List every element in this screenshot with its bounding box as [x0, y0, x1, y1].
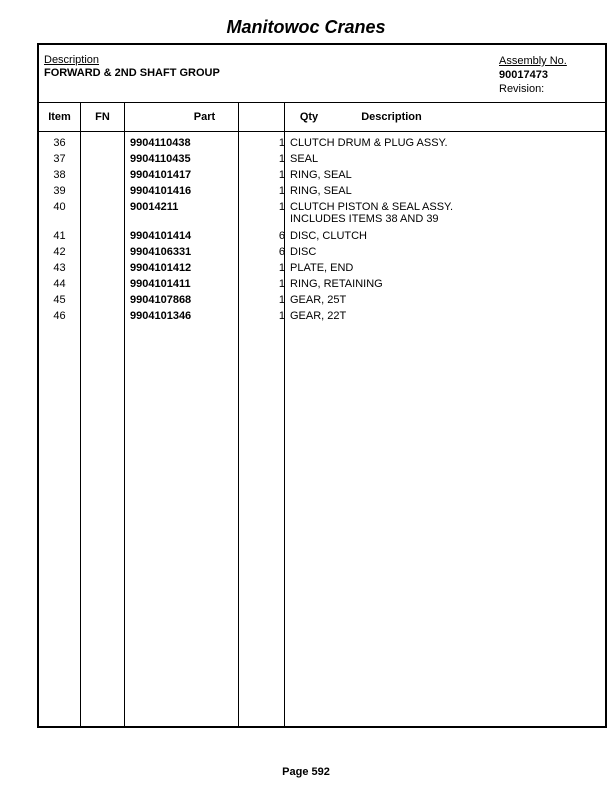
- quantity: 1: [278, 310, 285, 322]
- table-row: [39, 169, 605, 185]
- column-header-description: Description: [361, 111, 422, 123]
- quantity: 6: [278, 230, 285, 242]
- part-description: RING, RETAINING: [290, 278, 383, 290]
- part-description: CLUTCH DRUM & PLUG ASSY.: [290, 137, 448, 149]
- table-row: [39, 153, 605, 169]
- part-number: 90014211: [130, 201, 179, 213]
- quantity: 1: [278, 185, 285, 197]
- part-description: DISC: [290, 246, 317, 258]
- description-line-1: CLUTCH PISTON & SEAL ASSY.: [290, 201, 454, 213]
- table-row: [39, 137, 605, 153]
- item-number: 39: [53, 185, 66, 197]
- part-description: [290, 201, 453, 225]
- page-number: Page 592: [282, 766, 330, 778]
- table-row: [39, 185, 605, 201]
- item-number: 43: [53, 262, 66, 274]
- assembly-block: [499, 54, 567, 96]
- quantity: 1: [278, 169, 285, 181]
- part-number: 9904106331: [130, 246, 192, 258]
- part-number: 9904101417: [130, 169, 192, 181]
- part-number: 9904101416: [130, 185, 192, 197]
- column-header-part: Part: [193, 111, 216, 123]
- column-header-item: Item: [48, 111, 71, 123]
- table-row: [39, 310, 605, 326]
- table-row: [39, 201, 605, 230]
- quantity: 1: [278, 153, 285, 165]
- table-row: [39, 246, 605, 262]
- item-number: 42: [53, 246, 66, 258]
- part-number: 9904101411: [130, 278, 191, 290]
- item-number: 46: [53, 310, 66, 322]
- table-row: [39, 230, 605, 246]
- table-row: [39, 262, 605, 278]
- description-label: Description: [44, 54, 100, 66]
- quantity: 1: [278, 278, 285, 290]
- item-number: 41: [53, 230, 66, 242]
- part-number: 9904110435: [130, 153, 191, 165]
- item-number: 44: [53, 278, 66, 290]
- part-number: 9904101412: [130, 262, 192, 274]
- part-number: 9904107868: [130, 294, 192, 306]
- description-value: FORWARD & 2ND SHAFT GROUP: [44, 67, 220, 79]
- part-description: RING, SEAL: [290, 169, 352, 181]
- item-number: 36: [53, 137, 66, 149]
- part-description: PLATE, END: [290, 262, 354, 274]
- part-description: DISC, CLUTCH: [290, 230, 368, 242]
- part-number: 9904101414: [130, 230, 192, 242]
- description-line-2: INCLUDES ITEMS 38 AND 39: [290, 213, 439, 225]
- item-number: 40: [53, 201, 66, 213]
- description-block: [44, 54, 220, 80]
- table-row: [39, 294, 605, 310]
- quantity: 1: [278, 201, 285, 213]
- table-row: [39, 278, 605, 294]
- part-description: SEAL: [290, 153, 319, 165]
- assembly-label: Assembly No.: [499, 55, 567, 67]
- revision-label: Revision:: [499, 83, 545, 95]
- part-number: 9904101346: [130, 310, 192, 322]
- assembly-number: 90017473: [499, 69, 548, 81]
- part-number: 9904110438: [130, 137, 191, 149]
- quantity: 1: [278, 137, 285, 149]
- column-header-qty: Qty: [299, 111, 319, 123]
- column-header-fn: FN: [95, 111, 110, 123]
- part-description: GEAR, 22T: [290, 310, 347, 322]
- item-number: 45: [53, 294, 66, 306]
- quantity: 1: [278, 262, 285, 274]
- parts-rows: [39, 137, 605, 326]
- part-description: GEAR, 25T: [290, 294, 347, 306]
- assembly-header: [39, 45, 605, 103]
- item-number: 37: [53, 153, 66, 165]
- page-title: Manitowoc Cranes: [226, 17, 386, 37]
- quantity: 1: [278, 294, 285, 306]
- part-description: RING, SEAL: [290, 185, 352, 197]
- parts-list-table: [37, 43, 607, 728]
- item-number: 38: [53, 169, 66, 181]
- quantity: 6: [278, 246, 285, 258]
